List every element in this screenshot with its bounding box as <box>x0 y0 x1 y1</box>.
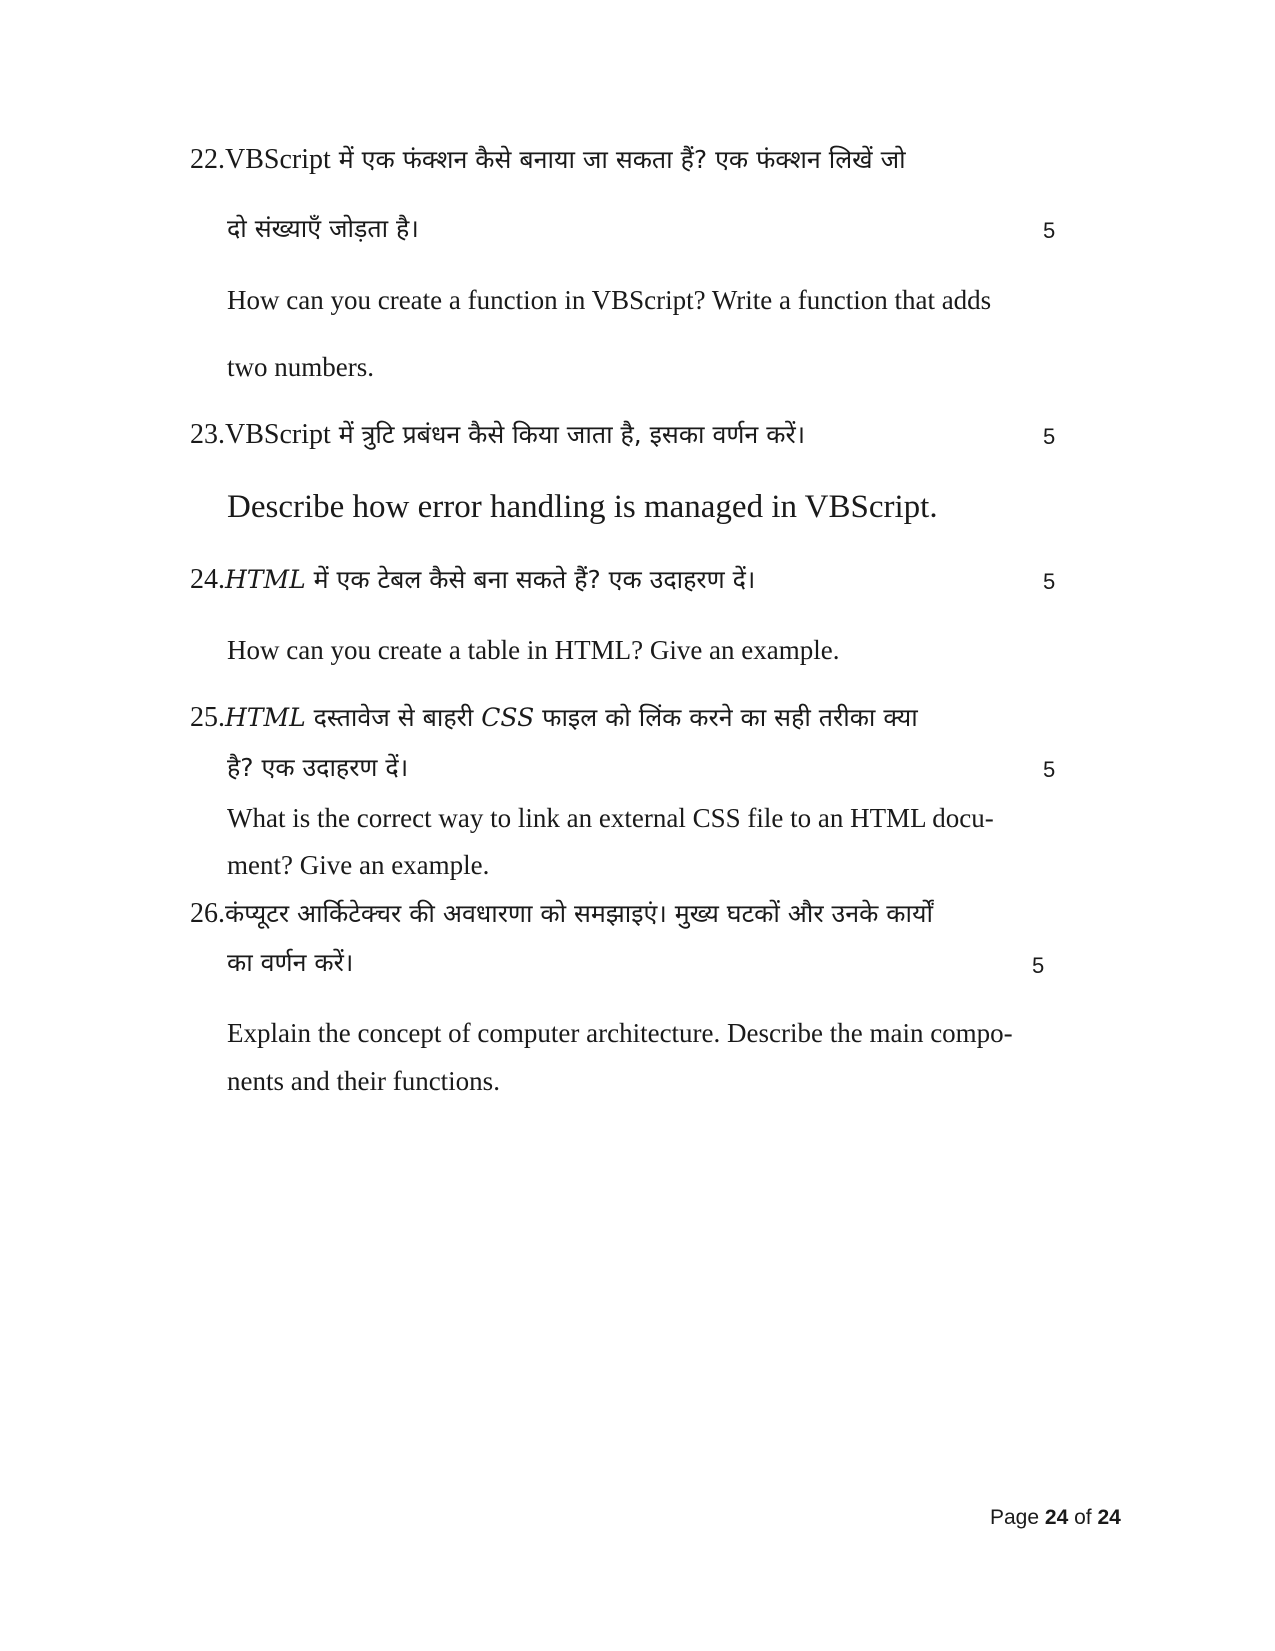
question-number: 25. <box>190 702 225 733</box>
question-23-english-line-1: Describe how error handling is managed in VBScript. <box>227 489 938 525</box>
question-number: 24. <box>190 564 225 595</box>
question-24-marks: 5 <box>1043 569 1056 594</box>
question-23-hindi-line-1 <box>190 421 805 449</box>
question-number: 23. <box>190 419 225 450</box>
question-26-english-line-2: nents and their functions. <box>227 1066 500 1096</box>
question-hindi-text: में एक टेबल कैसे बना सकते हैं? एक उदाहरण दें। <box>305 565 756 594</box>
question-25-english-line-2: ment? Give an example. <box>227 850 490 880</box>
question-number: 22. <box>190 144 225 175</box>
question-hindi-text: दस्तावेज से बाहरी <box>305 703 482 732</box>
question-26-hindi-line-1 <box>190 900 933 928</box>
question-23-marks: 5 <box>1043 424 1056 449</box>
question-22-english-line-1: How can you create a function in VBScript? Write a function that adds <box>227 285 992 315</box>
question-25-hindi-line-1 <box>190 704 918 732</box>
question-keyword: VBScript <box>225 144 331 175</box>
question-26-english-line-1: Explain the concept of computer architecture. Describe the main compo- <box>227 1018 1013 1048</box>
question-26-hindi-line-2: का वर्णन करें। <box>227 948 354 977</box>
question-hindi-text: कंप्यूटर आर्किटेक्चर की अवधारणा को समझाइएं। मुख्य घटकों और उनके कार्यों <box>225 899 933 928</box>
question-hindi-text: में त्रुटि प्रबंधन कैसे किया जाता है, इसका वर्णन करें। <box>330 420 806 449</box>
question-hindi-text: में एक फंक्शन कैसे बनाया जा सकता हैं? एक फंक्शन लिखें जो <box>330 145 906 174</box>
page-of-label: of <box>1068 1506 1098 1529</box>
question-keyword: VBScript <box>225 419 331 450</box>
question-22-english-line-2: two numbers. <box>227 352 374 382</box>
question-22-hindi-line-1 <box>190 146 906 174</box>
question-22-hindi-line-2: दो संख्याएँ जोड़ता है। <box>227 214 419 243</box>
total-page-number: 24 <box>1097 1506 1121 1529</box>
question-26-marks: 5 <box>1032 953 1045 978</box>
question-number: 26. <box>190 898 225 929</box>
question-hindi-text: फाइल को लिंक करने का सही तरीका क्या <box>534 703 918 732</box>
question-25-hindi-line-2: है? एक उदाहरण दें। <box>227 753 409 782</box>
question-24-hindi-line-1 <box>190 566 755 594</box>
question-math-term: HTML <box>225 703 306 732</box>
question-math-term: HTML <box>225 565 306 594</box>
page-footer <box>990 1507 1121 1528</box>
question-25-english-line-1: What is the correct way to link an external CSS file to an HTML docu- <box>227 803 994 833</box>
page-label: Page <box>990 1506 1045 1529</box>
question-22-marks: 5 <box>1043 218 1056 243</box>
current-page-number: 24 <box>1044 1506 1069 1529</box>
question-24-english-line-1: How can you create a table in HTML? Give an example. <box>227 635 840 665</box>
question-25-marks: 5 <box>1043 757 1056 782</box>
question-math-term: CSS <box>481 703 535 732</box>
